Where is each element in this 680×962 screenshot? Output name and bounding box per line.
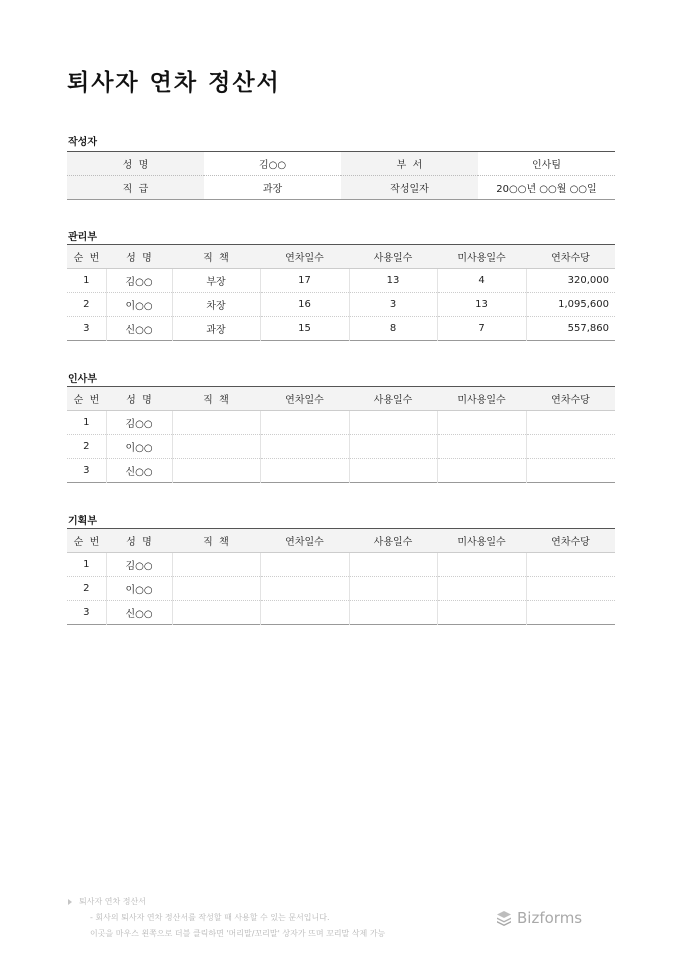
row-number[interactable]: 1 bbox=[67, 269, 106, 293]
employee-position[interactable] bbox=[172, 553, 260, 577]
annual-pay[interactable] bbox=[526, 435, 615, 459]
column-header: 연차수당 bbox=[526, 529, 615, 553]
author-info-table bbox=[67, 151, 615, 200]
row-number[interactable]: 3 bbox=[83, 607, 90, 618]
department-table bbox=[67, 528, 615, 625]
column-header: 직 책 bbox=[172, 245, 260, 269]
unused-days[interactable] bbox=[437, 553, 526, 577]
annual-days[interactable] bbox=[260, 577, 349, 601]
table-row bbox=[67, 577, 615, 601]
employee-position[interactable] bbox=[172, 577, 260, 601]
annual-days[interactable]: 16 bbox=[260, 293, 349, 317]
dept-label: 부 서 bbox=[341, 152, 478, 176]
department-label: 관리부 bbox=[68, 232, 97, 243]
column-header: 순 번 bbox=[67, 529, 106, 553]
annual-pay[interactable] bbox=[526, 577, 615, 601]
unused-days[interactable] bbox=[437, 411, 526, 435]
annual-pay[interactable] bbox=[526, 553, 615, 577]
bizforms-logo bbox=[495, 909, 582, 927]
table-row bbox=[67, 269, 615, 293]
column-header: 연차수당 bbox=[526, 245, 615, 269]
department-table bbox=[67, 386, 615, 483]
employee-name[interactable]: 이○○ bbox=[106, 435, 172, 459]
annual-pay[interactable] bbox=[526, 601, 615, 625]
used-days[interactable] bbox=[349, 459, 437, 483]
document-title: 퇴사자 연차 정산서 bbox=[67, 70, 281, 96]
column-header: 직 책 bbox=[172, 529, 260, 553]
column-header: 사용일수 bbox=[349, 387, 437, 411]
used-days[interactable]: 3 bbox=[349, 293, 437, 317]
annual-days[interactable] bbox=[260, 459, 349, 483]
column-header: 미사용일수 bbox=[437, 245, 526, 269]
rank-value[interactable]: 과장 bbox=[262, 184, 283, 195]
column-header: 미사용일수 bbox=[437, 387, 526, 411]
row-number[interactable]: 3 bbox=[83, 323, 90, 334]
column-header: 연차일수 bbox=[260, 245, 349, 269]
table-row bbox=[67, 317, 615, 341]
table-row bbox=[67, 601, 615, 625]
employee-position[interactable]: 과장 bbox=[172, 317, 260, 341]
annual-days[interactable] bbox=[260, 601, 349, 625]
footer-line-1: 퇴사자 연차 정산서 bbox=[79, 897, 146, 906]
footer-line-3: 이곳을 마우스 왼쪽으로 더블 클릭하면 '머리말/꼬리말' 상자가 뜨며 꼬리말 삭제 가능 bbox=[90, 929, 386, 938]
used-days[interactable] bbox=[349, 435, 437, 459]
table-header-row bbox=[67, 245, 615, 269]
unused-days[interactable] bbox=[437, 577, 526, 601]
employee-position[interactable] bbox=[172, 435, 260, 459]
column-header: 연차수당 bbox=[526, 387, 615, 411]
column-header: 직 책 bbox=[172, 387, 260, 411]
column-header: 성 명 bbox=[106, 387, 172, 411]
used-days[interactable] bbox=[349, 601, 437, 625]
employee-name[interactable]: 김○○ bbox=[106, 411, 172, 435]
rank-label: 직 급 bbox=[67, 176, 204, 200]
department-table bbox=[67, 244, 615, 341]
logo-text: Bizforms bbox=[517, 909, 583, 927]
column-header: 연차일수 bbox=[260, 387, 349, 411]
table-row bbox=[67, 293, 615, 317]
table-header-row bbox=[67, 387, 615, 411]
used-days[interactable] bbox=[349, 577, 437, 601]
unused-days[interactable]: 7 bbox=[437, 317, 526, 341]
table-row bbox=[67, 435, 615, 459]
annual-pay[interactable]: 1,095,600 bbox=[526, 293, 615, 317]
column-header: 미사용일수 bbox=[437, 529, 526, 553]
annual-days[interactable]: 17 bbox=[260, 269, 349, 293]
employee-name[interactable]: 신○○ bbox=[106, 601, 172, 625]
name-value[interactable]: 김○○ bbox=[204, 152, 341, 176]
column-header: 사용일수 bbox=[349, 245, 437, 269]
annual-days[interactable]: 15 bbox=[260, 317, 349, 341]
unused-days[interactable]: 4 bbox=[437, 269, 526, 293]
date-value[interactable]: 20○○년 ○○월 ○○일 bbox=[496, 184, 597, 195]
used-days[interactable] bbox=[349, 553, 437, 577]
row-number[interactable]: 1 bbox=[67, 553, 106, 577]
column-header: 성 명 bbox=[106, 529, 172, 553]
employee-position[interactable] bbox=[172, 411, 260, 435]
used-days[interactable] bbox=[349, 411, 437, 435]
row-number[interactable]: 2 bbox=[67, 577, 106, 601]
employee-name[interactable]: 이○○ bbox=[106, 293, 172, 317]
employee-name[interactable]: 이○○ bbox=[106, 577, 172, 601]
column-header: 사용일수 bbox=[349, 529, 437, 553]
employee-position[interactable] bbox=[172, 459, 260, 483]
row-number[interactable]: 3 bbox=[83, 465, 90, 476]
employee-position[interactable] bbox=[172, 601, 260, 625]
unused-days[interactable] bbox=[437, 459, 526, 483]
column-header: 연차일수 bbox=[260, 529, 349, 553]
annual-pay[interactable]: 557,860 bbox=[526, 317, 615, 341]
annual-days[interactable] bbox=[260, 411, 349, 435]
column-header: 순 번 bbox=[67, 387, 106, 411]
employee-name[interactable]: 신○○ bbox=[106, 317, 172, 341]
row-number[interactable]: 2 bbox=[67, 293, 106, 317]
table-row bbox=[67, 411, 615, 435]
bullet-triangle-icon bbox=[68, 899, 72, 905]
annual-days[interactable] bbox=[260, 553, 349, 577]
date-label: 작성일자 bbox=[341, 176, 478, 200]
table-header-row bbox=[67, 529, 615, 553]
column-header: 순 번 bbox=[67, 245, 106, 269]
dept-value[interactable]: 인사팀 bbox=[478, 152, 615, 176]
column-header: 성 명 bbox=[106, 245, 172, 269]
employee-name[interactable]: 신○○ bbox=[106, 459, 172, 483]
annual-days[interactable] bbox=[260, 435, 349, 459]
employee-name[interactable]: 김○○ bbox=[106, 269, 172, 293]
department-label: 기획부 bbox=[68, 516, 97, 527]
annual-pay[interactable]: 320,000 bbox=[526, 269, 615, 293]
stacked-layers-icon bbox=[495, 909, 513, 927]
annual-pay[interactable] bbox=[526, 411, 615, 435]
used-days[interactable]: 8 bbox=[349, 317, 437, 341]
unused-days[interactable] bbox=[437, 601, 526, 625]
table-row bbox=[67, 553, 615, 577]
department-label: 인사부 bbox=[68, 374, 97, 385]
row-number[interactable]: 1 bbox=[67, 411, 106, 435]
footer-note[interactable] bbox=[68, 894, 385, 942]
name-label: 성 명 bbox=[67, 152, 204, 176]
unused-days[interactable] bbox=[437, 435, 526, 459]
footer-line-2: - 회사의 퇴사자 연차 정산서를 작성할 때 사용할 수 있는 문서입니다. bbox=[90, 913, 330, 922]
employee-name[interactable]: 김○○ bbox=[106, 553, 172, 577]
table-row bbox=[67, 459, 615, 483]
annual-pay[interactable] bbox=[526, 459, 615, 483]
unused-days[interactable]: 13 bbox=[437, 293, 526, 317]
employee-position[interactable]: 부장 bbox=[172, 269, 260, 293]
row-number[interactable]: 2 bbox=[67, 435, 106, 459]
author-section-label: 작성자 bbox=[68, 137, 97, 148]
employee-position[interactable]: 차장 bbox=[172, 293, 260, 317]
used-days[interactable]: 13 bbox=[349, 269, 437, 293]
